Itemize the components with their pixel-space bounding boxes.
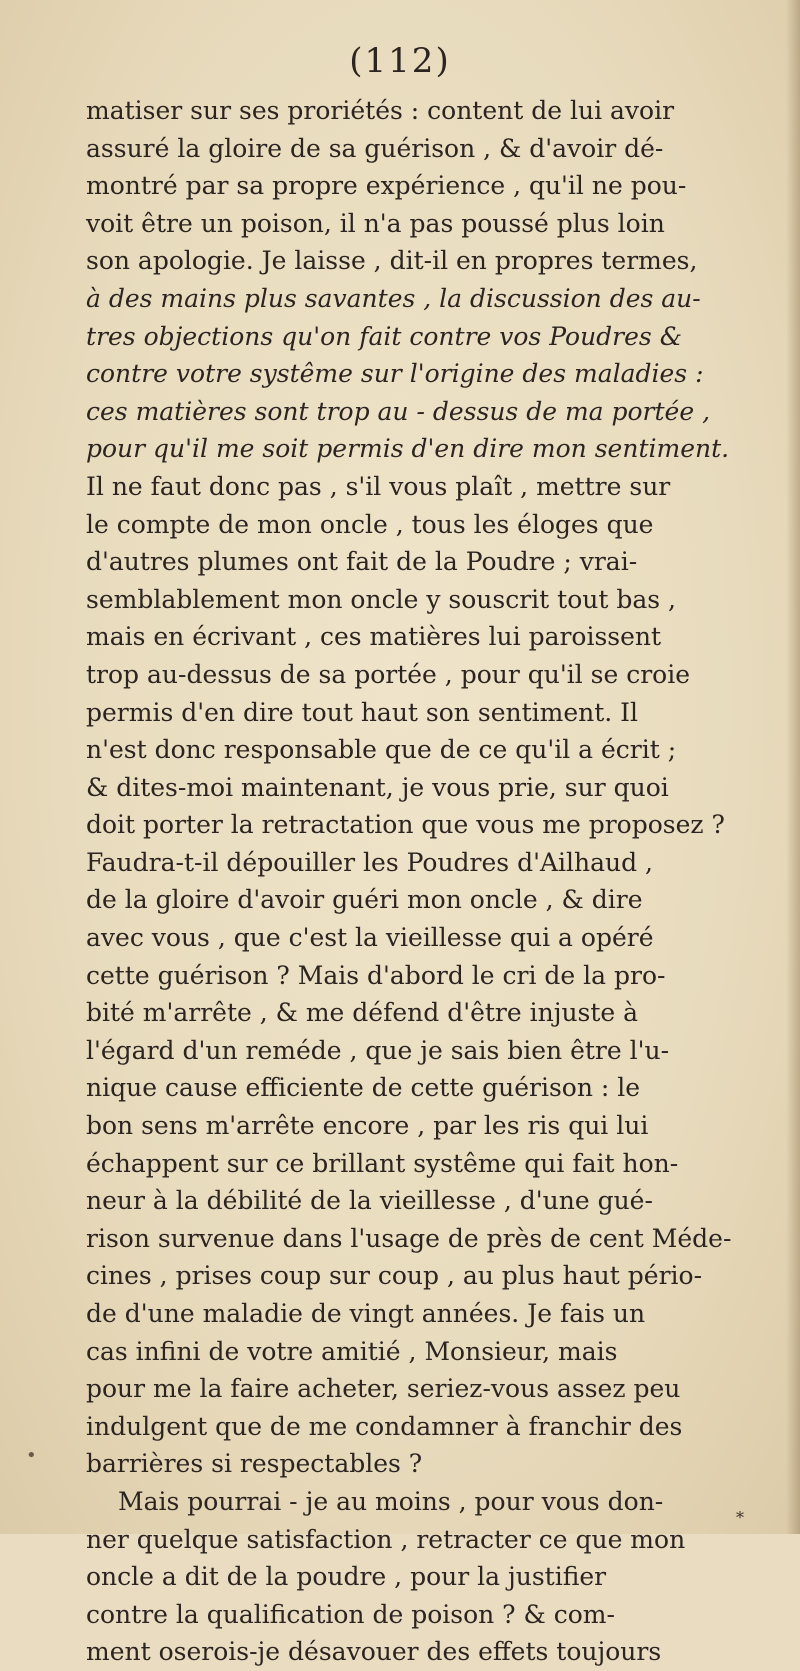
text-line: cines , prises coup sur coup , au plus haut pério- xyxy=(86,1261,703,1291)
page-number: (112) xyxy=(349,41,451,81)
text-line: pour me la faire acheter, seriez-vous assez peu xyxy=(86,1374,681,1404)
text-line: tres objections qu'on fait contre vos Poudres & xyxy=(86,321,682,351)
foot-mark: * xyxy=(736,1508,744,1527)
text-line: Il ne faut donc pas , s'il vous plaît , mettre sur xyxy=(86,471,671,501)
margin-mark: • xyxy=(26,1445,37,1466)
text-line: son apologie. Je laisse , dit-il en propres termes, xyxy=(86,246,698,276)
text-line: voit être un poison, il n'a pas poussé plus loin xyxy=(86,208,665,238)
text-line: trop au-dessus de sa portée , pour qu'il se croie xyxy=(86,659,691,689)
text-line: nique cause efficiente de cette guérison : le xyxy=(86,1073,641,1103)
body-text xyxy=(86,92,766,1671)
text-line: doit porter la retractation que vous me proposez ? xyxy=(86,810,725,840)
text-line: oncle a dit de la poudre , pour la justifier xyxy=(86,1562,607,1592)
text-line: contre votre systême sur l'origine des maladies : xyxy=(86,359,704,389)
text-line: neur à la débilité de la vieillesse , d'une gué- xyxy=(86,1186,653,1216)
text-line: d'autres plumes ont fait de la Poudre ; vrai- xyxy=(86,547,638,577)
text-line: échappent sur ce brillant systême qui fait hon- xyxy=(86,1148,679,1178)
text-line: matiser sur ses proriétés : content de lui avoir xyxy=(86,96,675,125)
text-line: de la gloire d'avoir guéri mon oncle , & dire xyxy=(86,885,643,915)
text-line: n'est donc responsable que de ce qu'il a écrit ; xyxy=(86,735,677,765)
text-line: barrières si respectables ? xyxy=(86,1449,423,1479)
text-line: ces matières sont trop au - dessus de ma portée , xyxy=(86,396,711,426)
text-line: cette guérison ? Mais d'abord le cri de la pro- xyxy=(86,960,666,990)
text-line: à des mains plus savantes , la discussion des au- xyxy=(86,283,701,313)
text-line: permis d'en dire tout haut son sentiment. Il xyxy=(86,697,639,727)
text-line: ner quelque satisfaction , retracter ce que mon xyxy=(86,1524,686,1554)
text-line: pour qu'il me soit permis d'en dire mon sentiment. xyxy=(86,434,730,464)
text-line: l'égard d'un reméde , que je sais bien être l'u- xyxy=(86,1035,670,1065)
text-line: ment oserois-je désavouer des effets toujours xyxy=(86,1637,662,1667)
text-line: de d'une maladie de vingt années. Je fais un xyxy=(86,1299,646,1328)
text-line: & dites-moi maintenant, je vous prie, sur quoi xyxy=(86,772,669,802)
text-line: Mais pourrai - je au moins , pour vous don- xyxy=(118,1486,664,1516)
text-line: mais en écrivant , ces matières lui paroissent xyxy=(86,622,662,652)
text-line: indulgent que de me condamner à franchir des xyxy=(86,1411,683,1441)
text-line: le compte de mon oncle , tous les éloges que xyxy=(86,509,654,539)
text-line: Faudra-t-il dépouiller les Poudres d'Ailhaud , xyxy=(86,847,654,877)
text-line: bon sens m'arrête encore , par les ris qui lui xyxy=(86,1111,649,1141)
page-edge-shadow xyxy=(786,0,800,1534)
text-line: avec vous , que c'est la vieillesse qui a opéré xyxy=(86,923,654,953)
text-line: assuré la gloire de sa guérison , & d'avoir dé- xyxy=(86,133,664,163)
text-line: montré par sa propre expérience , qu'il ne pou- xyxy=(86,171,687,201)
text-line: rison survenue dans l'usage de près de cent Méde- xyxy=(86,1223,732,1253)
text-line: cas infini de votre amitié , Monsieur, mais xyxy=(86,1336,618,1366)
text-line: bité m'arrête , & me défend d'être injuste à xyxy=(86,998,639,1028)
text-line: semblablement mon oncle y souscrit tout bas , xyxy=(86,584,676,614)
text-line: contre la qualification de poison ? & com- xyxy=(86,1599,615,1629)
